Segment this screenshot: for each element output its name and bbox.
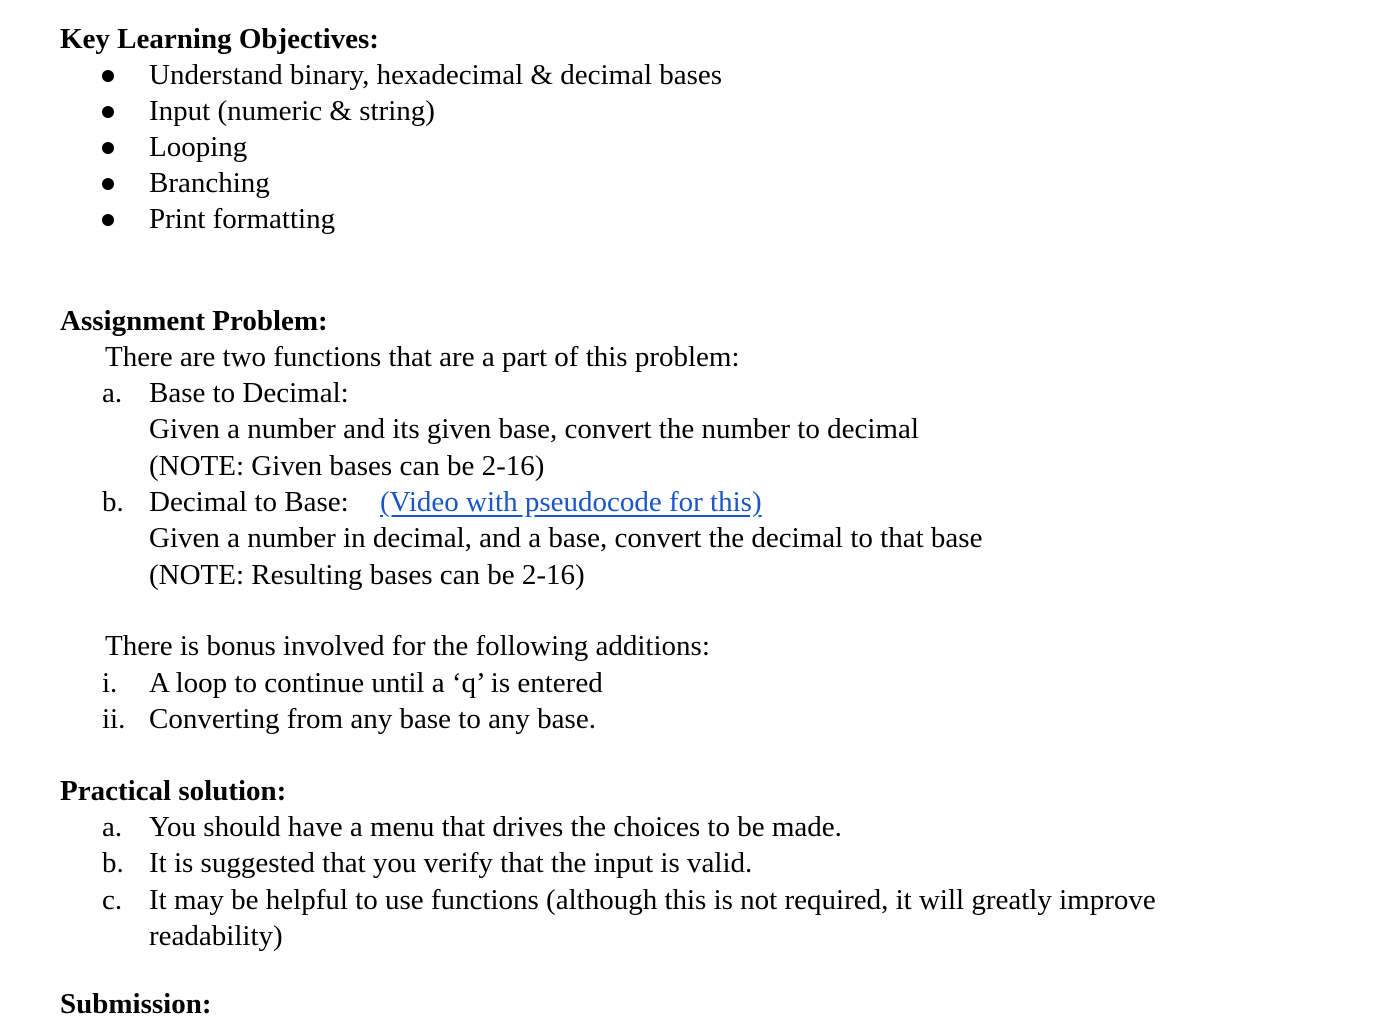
bullet-icon [102, 70, 114, 82]
objective-item: Input (numeric & string) [149, 95, 435, 127]
function-description: Given a number in decimal, and a base, convert the decimal to that base [149, 522, 983, 554]
list-marker: c. [102, 884, 123, 916]
list-marker: i. [102, 667, 118, 699]
list-marker: ii. [102, 703, 126, 735]
list-marker: b. [102, 486, 124, 518]
practical-item: You should have a menu that drives the choices to be made. [149, 811, 842, 843]
objective-item: Looping [149, 131, 248, 163]
next-section-heading-clipped [60, 984, 220, 1020]
list-marker: a. [102, 377, 123, 409]
bonus-item: Converting from any base to any base. [149, 703, 596, 735]
objectives-heading: Key Learning Objectives: [60, 23, 379, 55]
list-marker: b. [102, 847, 124, 879]
video-pseudocode-link[interactable]: (Video with pseudocode for this) [380, 486, 762, 518]
objective-item: Understand binary, hexadecimal & decimal bases [149, 59, 723, 91]
list-marker: a. [102, 811, 123, 843]
function-description: Given a number and its given base, convert the number to decimal [149, 413, 919, 445]
next-section-heading: Submission: [60, 988, 212, 1020]
practical-item-continuation: readability) [149, 920, 283, 952]
function-title: Base to Decimal: [149, 377, 349, 409]
bonus-item: A loop to continue until a ‘q’ is entered [149, 667, 603, 699]
objective-item: Print formatting [149, 203, 336, 235]
bullet-icon [102, 142, 114, 154]
bullet-icon [102, 106, 114, 118]
objective-item: Branching [149, 167, 270, 199]
practical-item: It may be helpful to use functions (although this is not required, it will greatly improve [149, 884, 1156, 916]
bullet-icon [102, 178, 114, 190]
bullet-icon [102, 214, 114, 226]
bonus-intro: There is bonus involved for the following additions: [105, 630, 710, 662]
practical-item: It is suggested that you verify that the input is valid. [149, 847, 753, 879]
assignment-heading: Assignment Problem: [60, 305, 328, 337]
practical-heading: Practical solution: [60, 775, 287, 807]
function-note: (NOTE: Given bases can be 2-16) [149, 450, 545, 482]
assignment-intro: There are two functions that are a part of this problem: [105, 341, 740, 373]
function-note: (NOTE: Resulting bases can be 2-16) [149, 559, 585, 591]
function-title: Decimal to Base: [149, 486, 349, 518]
